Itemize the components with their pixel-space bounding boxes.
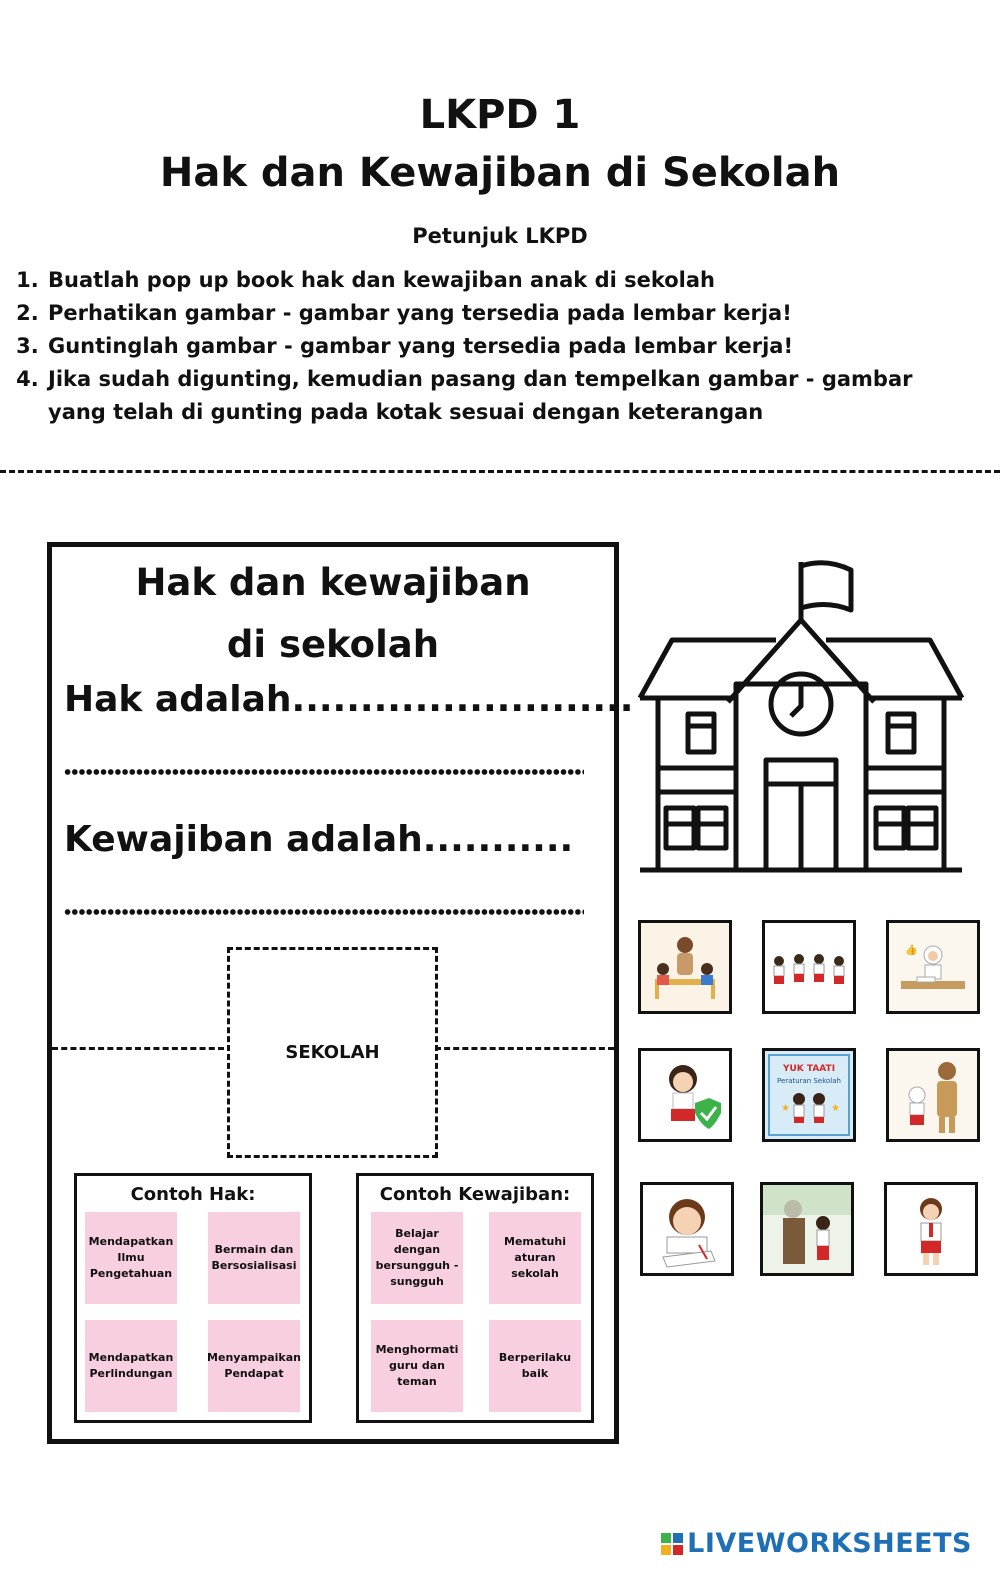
teacher-students-icon <box>641 923 729 1011</box>
note-text: Bermain dan Bersosialisasi <box>211 1243 297 1272</box>
page-title: LKPD 1 <box>419 92 581 138</box>
note-text: Mendapatkan Ilmu Pengetahuan <box>88 1235 174 1280</box>
students-group-icon <box>765 923 853 1011</box>
contoh-kewajiban-box <box>356 1173 594 1423</box>
instructions-heading: Petunjuk LKPD <box>412 224 588 248</box>
kewajiban-note[interactable] <box>371 1320 463 1412</box>
picture-student-writing[interactable] <box>640 1182 734 1276</box>
fold-line-left <box>52 1047 224 1050</box>
answer-dotted-line <box>64 907 584 917</box>
instruction-item: 3. Guntinglah gambar - gambar yang tersedia pada lembar kerja! <box>46 330 976 363</box>
girl-shield-icon <box>641 1051 729 1139</box>
student-writing-icon <box>643 1185 731 1273</box>
instruction-item: 2. Perhatikan gambar - gambar yang tersedia pada lembar kerja! <box>46 297 976 330</box>
page-subtitle: Hak dan Kewajiban di Sekolah <box>159 150 841 196</box>
student-desk-icon <box>889 923 977 1011</box>
sekolah-label: SEKOLAH <box>285 1042 380 1063</box>
kewajiban-note[interactable] <box>489 1320 581 1412</box>
kewajiban-note[interactable] <box>371 1212 463 1304</box>
rules-poster-icon <box>765 1051 853 1139</box>
svg-text:★: ★ <box>781 1103 790 1114</box>
kewajiban-definition-label: Kewajiban adalah........... <box>64 819 574 860</box>
note-text: Mendapatkan Perlindungan <box>88 1351 174 1380</box>
popup-card <box>47 542 634 1444</box>
answer-dotted-line <box>64 767 584 777</box>
greeting-teacher-icon <box>889 1051 977 1139</box>
picture-student-helping-elder[interactable] <box>760 1182 854 1276</box>
hak-note[interactable] <box>208 1320 300 1412</box>
picture-students-playing[interactable] <box>762 920 856 1014</box>
picture-student-standing[interactable] <box>884 1182 978 1276</box>
contoh-kewajiban-title: Contoh Kewajiban: <box>379 1184 571 1205</box>
svg-text:★: ★ <box>831 1103 840 1114</box>
picture-girl-protected[interactable] <box>638 1048 732 1142</box>
school-building-icon <box>636 556 968 878</box>
fold-line-right <box>435 1047 614 1050</box>
instruction-item: 4. Jika sudah digunting, kemudian pasang dan tempelkan gambar - gambar yang telah di gunting pada kotak sesuai dengan keterangan <box>46 363 976 429</box>
picture-student-greeting-teacher[interactable] <box>886 1048 980 1142</box>
note-text: Belajar dengan bersungguh - sungguh <box>375 1227 459 1288</box>
note-text: Menyampaikan Pendapat <box>207 1351 301 1380</box>
student-standing-icon <box>887 1185 975 1273</box>
poster-text-line2: Peraturan Sekolah <box>777 1077 841 1085</box>
helping-elder-icon <box>763 1185 851 1273</box>
brand-text: LIVEWORKSHEETS <box>687 1528 972 1559</box>
liveworksheets-icon <box>661 1533 683 1555</box>
hak-note[interactable] <box>208 1212 300 1304</box>
hak-note[interactable] <box>85 1212 177 1304</box>
cut-line <box>0 470 1000 473</box>
contoh-hak-box <box>74 1173 312 1423</box>
liveworksheets-logo <box>661 1528 972 1559</box>
note-text: Menghormati guru dan teman <box>375 1343 459 1388</box>
card-title-line2: di sekolah <box>226 623 440 666</box>
instruction-item: 1. Buatlah pop up book hak dan kewajiban anak di sekolah <box>46 264 976 297</box>
picture-school-rules-poster[interactable] <box>762 1048 856 1142</box>
hak-definition-label: Hak adalah......................... <box>64 679 634 720</box>
sekolah-drop-box[interactable] <box>227 947 438 1158</box>
kewajiban-note[interactable] <box>489 1212 581 1304</box>
note-text: Berperilaku baik <box>498 1351 572 1380</box>
poster-text-line1: YUK TAATI <box>782 1064 836 1074</box>
picture-teacher-teaching[interactable] <box>638 920 732 1014</box>
contoh-hak-title: Contoh Hak: <box>130 1184 256 1205</box>
svg-text:👍: 👍 <box>905 945 918 956</box>
instructions-list <box>18 264 976 429</box>
note-text: Mematuhi aturan sekolah <box>504 1235 566 1280</box>
picture-student-at-desk[interactable] <box>886 920 980 1014</box>
hak-note[interactable] <box>85 1320 177 1412</box>
card-title-line1: Hak dan kewajiban <box>135 561 531 604</box>
